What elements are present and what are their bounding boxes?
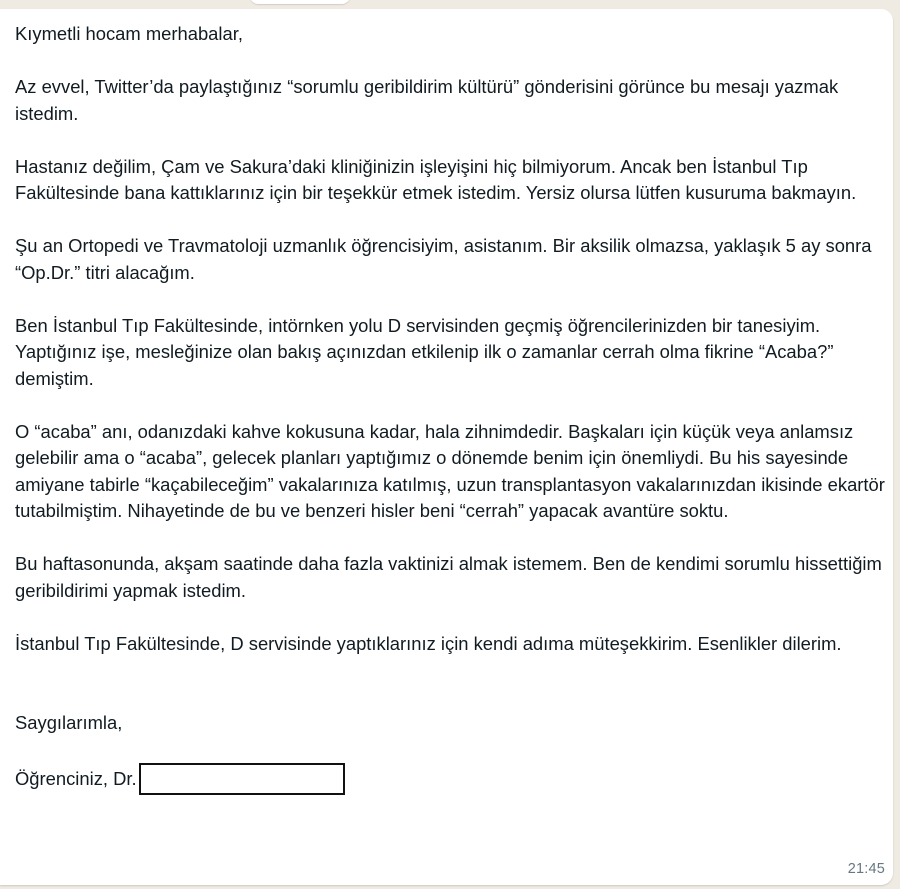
message-text (15, 21, 885, 795)
previous-message-bubble-edge (250, 0, 350, 4)
message-paragraph-5: O “acaba” anı, odanızdaki kahve kokusuna kadar, hala zihnimdedir. Başkaları için küçük veya anlamsız gelebilir ama o “acaba”, gelecek planları yaptığımız o dönemde benim için önemliydi. Bu his sayesinde amiyane tabirle “kaçabileceğim” vakalarınıza katılmış, uzun transplantasyon vakalarınızdan ikisinde ekartör tutabilmiştim. Nihayetinde de bu ve benzeri hisler beni “cerrah” yapacak avantüre soktu. (15, 420, 885, 521)
message-signature-row (15, 763, 885, 795)
message-paragraph-7: İstanbul Tıp Fakültesinde, D servisinde yaptıklarınız için kendi adıma müteşekkirim. Esenlikler dilerim. (15, 632, 842, 654)
message-paragraph-6: Bu haftasonunda, akşam saatinde daha fazla vaktinizi almak istemem. Ben de kendimi sorumlu hissettiğim geribildirimi yapmak istedim. (15, 553, 882, 601)
message-signature: Öğrenciniz, Dr. (15, 767, 137, 789)
message-greeting: Kıymetli hocam merhabalar, (15, 23, 243, 44)
message-paragraph-4: Ben İstanbul Tıp Fakültesinde, intörnken yolu D servisinden geçmiş öğrencilerinizden bir tanesiyim. Yaptığınız işe, mesleğinize olan bakış açınızdan etkilenip ilk o zamanlar cerrah olma fikrine “Acaba?” demiştim. (15, 314, 834, 389)
message-paragraph-3: Şu an Ortopedi ve Travmatoloji uzmanlık öğrencisiyim, asistanım. Bir aksilik olmazsa, yaklaşık 5 ay sonra “Op.Dr.” titri alacağım. (15, 235, 872, 283)
message-paragraph-1: Az evvel, Twitter’da paylaştığınız “sorumlu geribildirim kültürü” gönderisini görünce bu mesajı yazmak istedim. (15, 76, 839, 124)
message-closing: Saygılarımla, (15, 712, 123, 733)
message-bubble[interactable] (0, 9, 893, 885)
message-timestamp: 21:45 (847, 861, 885, 877)
redacted-name-box (139, 763, 345, 795)
message-paragraph-2: Hastanız değilim, Çam ve Sakura’daki kliniğinizin işleyişini hiç bilmiyorum. Ancak ben İstanbul Tıp Fakültesinde bana kattıklarınız için bir teşekkür etmek istedim. Yersiz olursa lütfen kusuruma bakmayın. (15, 155, 857, 203)
